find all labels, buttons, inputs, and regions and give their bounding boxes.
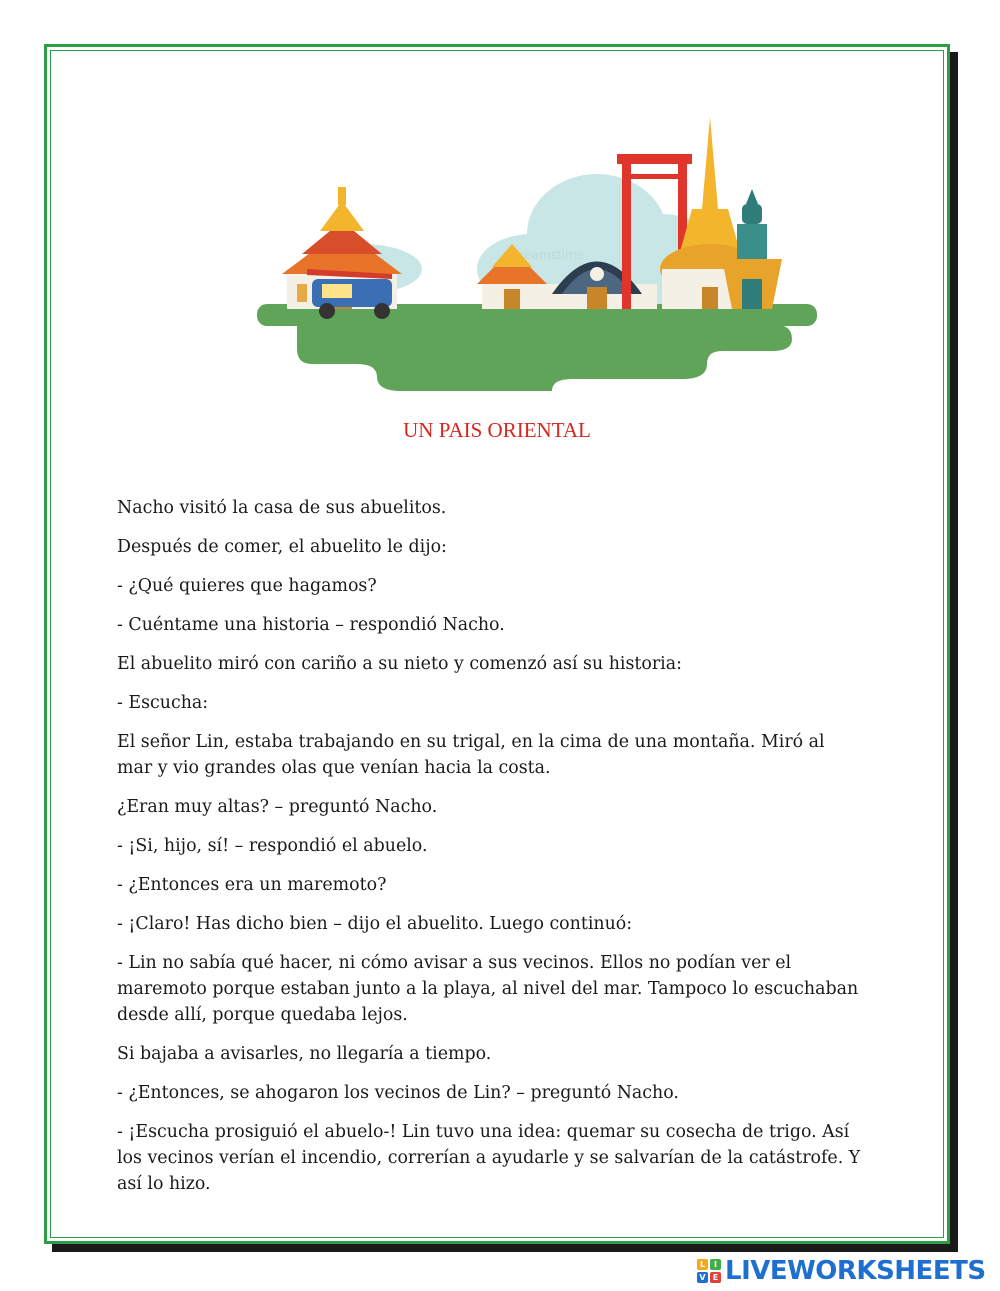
ground-island [257, 304, 817, 391]
story-paragraph: - ¿Entonces, se ahogaron los vecinos de Lin? – preguntó Nacho. [117, 1083, 679, 1103]
story-paragraph: - Lin no sabía qué hacer, ni cómo avisar a sus vecinos. Ellos no podían ver el maremoto porque estaban junto a la playa, al nivel del mar. Tampoco lo escuchaban desde allí, porque quedaba lejos. [117, 953, 859, 1025]
story-paragraph: - ¡Claro! Has dicho bien – dijo el abuelito. Luego continuó: [117, 914, 633, 934]
story-paragraph: - ¿Qué quieres que hagamos? [117, 576, 377, 596]
worksheet-page [44, 44, 950, 1244]
guardian-statue [722, 189, 782, 309]
logo-mark-icon [697, 1259, 721, 1283]
tuk-tuk [307, 269, 392, 319]
watermark-text: dreamstime [512, 248, 585, 262]
clouds [302, 174, 772, 304]
story-paragraph: - ¡Escucha prosiguió el abuelo-! Lin tuvo una idea: quemar su cosecha de trigo. Así los vecinos verían el incendio, correrían a ayudarle y se salvarían de la catástrofe. Y así lo hizo. [117, 1122, 861, 1194]
golden-stupa [660, 117, 760, 309]
story-paragraph: ¿Eran muy altas? – preguntó Nacho. [117, 797, 438, 817]
liveworksheets-logo[interactable] [697, 1255, 986, 1287]
story-paragraph: El abuelito miró con cariño a su nieto y comenzó así su historia: [117, 654, 682, 674]
story-paragraph: - ¡Si, hijo, sí! – respondió el abuelo. [117, 836, 428, 856]
temple-left [282, 187, 402, 309]
story-paragraph: Si bajaba a avisarles, no llegaría a tiempo. [117, 1044, 492, 1064]
logo-mark-tile: L [697, 1259, 708, 1270]
logo-mark-tile: E [710, 1272, 721, 1283]
worksheet-title: UN PAIS ORIENTAL [403, 418, 591, 442]
station-building [537, 262, 657, 310]
story-paragraph: El señor Lin, estaba trabajando en su trigal, en la cima de una montaña. Miró al mar y vio grandes olas que venían hacia la costa. [117, 732, 825, 778]
story-paragraph: - Escucha: [117, 693, 209, 713]
giant-swing [617, 154, 692, 309]
logo-mark-tile: V [697, 1272, 708, 1283]
story-paragraph: - ¿Entonces era un maremoto? [117, 875, 387, 895]
temple-small [477, 244, 547, 309]
story-paragraph: Después de comer, el abuelito le dijo: [117, 537, 447, 557]
story-paragraph: - Cuéntame una historia – respondió Nacho. [117, 615, 505, 635]
logo-mark-tile: I [710, 1259, 721, 1270]
story-paragraph: Nacho visitó la casa de sus abuelitos. [117, 498, 447, 518]
story-text [117, 495, 865, 1210]
thailand-landmarks-illustration [252, 109, 822, 394]
logo-wordmark: LIVEWORKSHEETS [725, 1256, 986, 1286]
